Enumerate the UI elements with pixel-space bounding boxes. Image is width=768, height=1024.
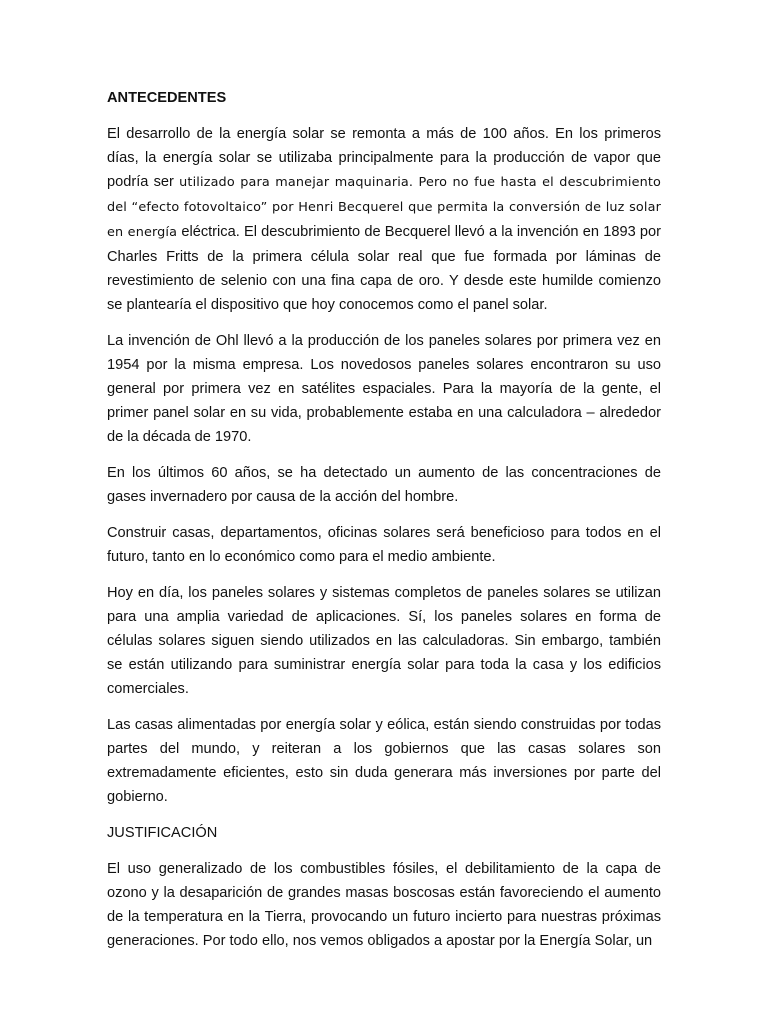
heading-justificacion: JUSTIFICACIÓN [107,825,218,841]
paragraph-wind-solar: Las casas alimentadas por energía solar y eólica, están siendo construidas por todas partes del mundo, y reiteran a los gobiernos que las casas solares son extremadamente eficientes, esto sin duda generara más inversiones por parte del gobierno. [107,717,661,805]
heading-antecedentes: ANTECEDENTES [107,90,227,106]
paragraph-history-part2: utilizado para manejar maquinaria. Pero no fue hasta el descubrimiento del “efecto fotovoltaico” por Henri Becquerel que permita la conversión de luz solar en energía [107,175,661,240]
document-page [107,86,661,965]
paragraph-history-part3: eléctrica. El descubrimiento de Becquerel llevó a la invención en 1893 por Charles Fritts de la primera célula solar real que fue formada por láminas de revestimiento de selenio con una fina capa de oro. Y desde este humilde comienzo se plantearía el dispositivo que hoy conocemos como el panel solar. [107,224,661,313]
paragraph-history-part1: El desarrollo de la energía solar se remonta a más de 100 años. En los primeros días, la energía solar se utilizaba principalmente para la producción de vapor que podría ser [107,126,661,190]
paragraph-ohl: La invención de Ohl llevó a la producción de los paneles solares por primera vez en 1954 por la misma empresa. Los novedosos paneles solares encontraron su uso general por primera vez en satélites espaciales. Para la mayoría de la gente, el primer panel solar en su vida, probablemente estaba en una calculadora – alrededor de la década de 1970. [107,333,661,445]
paragraph-solar-houses: Construir casas, departamentos, oficinas solares será beneficioso para todos en el futuro, tanto en lo económico como para el medio ambiente. [107,525,661,565]
paragraph-greenhouse: En los últimos 60 años, se ha detectado un aumento de las concentraciones de gases invernadero por causa de la acción del hombre. [107,465,661,505]
paragraph-applications: Hoy en día, los paneles solares y sistemas completos de paneles solares se utilizan para una amplia variedad de aplicaciones. Sí, los paneles solares en forma de células solares siguen siendo utilizados en las calculadoras. Sin embargo, también se están utilizando para suministrar energía solar para toda la casa y los edificios comerciales. [107,585,661,697]
paragraph-justificacion: El uso generalizado de los combustibles fósiles, el debilitamiento de la capa de ozono y la desaparición de grandes masas boscosas están favoreciendo el aumento de la temperatura en la Tierra, provocando un futuro incierto para nuestras próximas generaciones. Por todo ello, nos vemos obligados a apostar por la Energía Solar, un [107,861,661,949]
paragraph-history [107,122,661,317]
